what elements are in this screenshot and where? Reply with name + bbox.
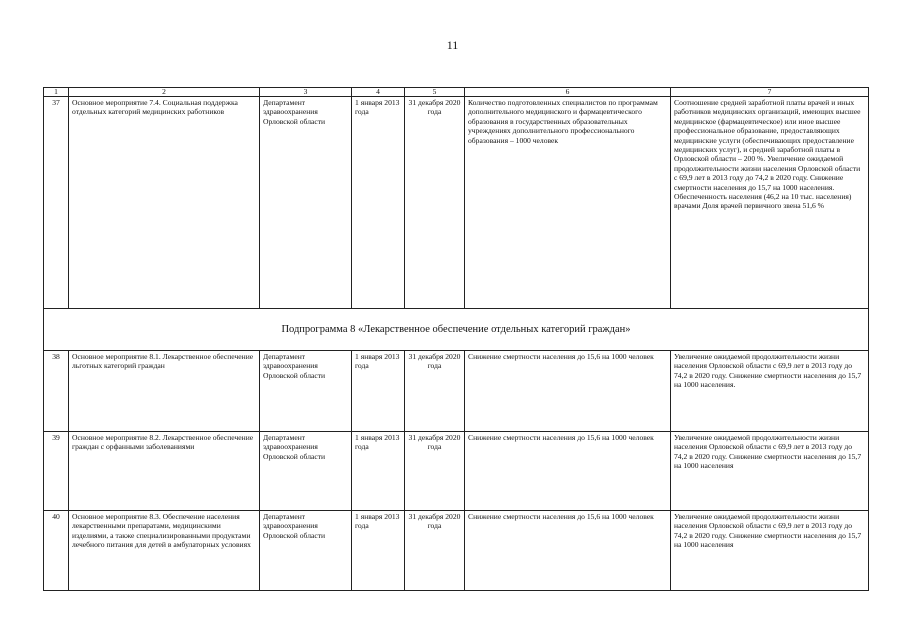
row-number: 40	[44, 511, 69, 591]
header-cell: 7	[671, 88, 869, 97]
table-row	[44, 432, 869, 511]
executor-cell: Департамент здравоохранения Орловской области	[260, 97, 352, 309]
result-cell: Снижение смертности населения до 15,6 на 1000 человек	[465, 432, 671, 511]
start-date-cell: 1 января 2013 года	[352, 511, 405, 591]
header-cell: 2	[69, 88, 260, 97]
header-cell: 5	[405, 88, 465, 97]
table-row	[44, 511, 869, 591]
end-date-cell: 31 декабря 2020 года	[405, 432, 465, 511]
activity-cell: Основное мероприятие 7.4. Социальная поддержка отдельных категорий медицинских работников	[69, 97, 260, 309]
end-date-cell: 31 декабря 2020 года	[405, 97, 465, 309]
activity-cell: Основное мероприятие 8.1. Лекарственное обеспечение льготных категорий граждан	[69, 351, 260, 432]
page-number: 11	[446, 38, 459, 52]
header-cell: 6	[465, 88, 671, 97]
subprogram-row	[44, 309, 869, 351]
header-cell: 1	[44, 88, 69, 97]
indicators-cell: Увеличение ожидаемой продолжительности жизни населения Орловской области с 69,9 лет в 2013 году до 74,2 в 2020 году. Снижение смертности населения до 15,7 на 1000 населения	[671, 432, 869, 511]
indicators-cell: Соотношение средней заработной платы врачей и иных работников медицинских организаций, имеющих высшее медицинское (фармацевтическое) или иное высшее профессиональное образование, предоставляющих медицинские услуги (обеспечивающих предоставление медицинских услуг), и средней заработной платы в Орловской области – 200 %. Увеличение ожидаемой продолжительности жизни населения Орловской области с 69,9 лет в 2013 году до 74,2 в 2020 году. Снижение смертности населения до 15,7 на 1000 населения. Обеспеченность населения (46,2 на 10 тыс. населения) врачами Доля врачей первичного звена 51,6 %	[671, 97, 869, 309]
header-cell: 4	[352, 88, 405, 97]
table-row	[44, 351, 869, 432]
start-date-cell: 1 января 2013 года	[352, 97, 405, 309]
end-date-cell: 31 декабря 2020 года	[405, 351, 465, 432]
row-number: 38	[44, 351, 69, 432]
header-cell: 3	[260, 88, 352, 97]
row-number: 37	[44, 97, 69, 309]
result-cell: Снижение смертности населения до 15,6 на 1000 человек	[465, 351, 671, 432]
activity-cell: Основное мероприятие 8.3. Обеспечение населения лекарственными препаратами, медицинскими изделиями, а также специализированными продуктами лечебного питания для детей в амбулаторных условиях	[69, 511, 260, 591]
table-row	[44, 97, 869, 309]
measures-table	[43, 87, 869, 591]
indicators-cell: Увеличение ожидаемой продолжительности жизни населения Орловской области с 69,9 лет в 2013 году до 74,2 в 2020 году. Снижение смертности населения до 15,7 на 1000 населения.	[671, 351, 869, 432]
executor-cell: Департамент здравоохранения Орловской области	[260, 432, 352, 511]
activity-cell: Основное мероприятие 8.2. Лекарственное обеспечение граждан с орфанными заболеваниями	[69, 432, 260, 511]
result-cell: Количество подготовленных специалистов по программам дополнительного медицинского и фармацевтического образования в государственных образовательных учреждениях дополнительного профессионального образования – 1000 человек	[465, 97, 671, 309]
header-row	[44, 88, 869, 97]
result-cell: Снижение смертности населения до 15,6 на 1000 человек	[465, 511, 671, 591]
start-date-cell: 1 января 2013 года	[352, 351, 405, 432]
end-date-cell: 31 декабря 2020 года	[405, 511, 465, 591]
executor-cell: Департамент здравоохранения Орловской области	[260, 511, 352, 591]
subprogram-title: Подпрограмма 8 «Лекарственное обеспечение отдельных категорий граждан»	[44, 309, 869, 351]
row-number: 39	[44, 432, 69, 511]
executor-cell: Департамент здравоохранения Орловской области	[260, 351, 352, 432]
indicators-cell: Увеличение ожидаемой продолжительности жизни населения Орловской области с 69,9 лет в 2013 году до 74,2 в 2020 году. Снижение смертности населения до 15,7 на 1000 населения	[671, 511, 869, 591]
start-date-cell: 1 января 2013 года	[352, 432, 405, 511]
